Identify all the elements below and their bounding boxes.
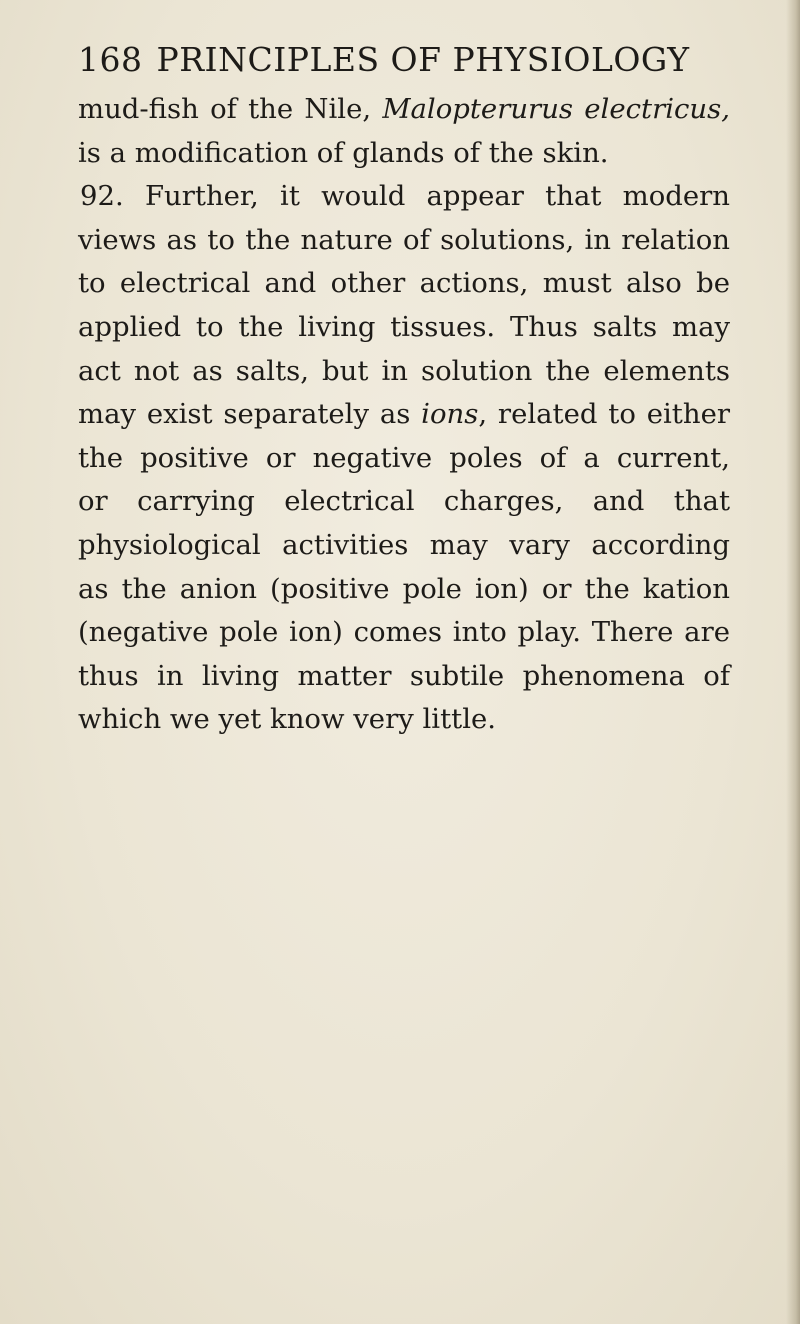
text-line-15: which we yet know very little. [78,703,497,736]
text-line-2: is a modification of glands of the skin. [78,136,609,169]
text-line-8-c: , related to either [478,398,730,431]
text-line-6: applied to the living tissues. Thus salts may [78,310,730,343]
ions-term: ions [421,398,479,431]
text-line-4: views as to the nature of solutions, in relation [78,223,730,256]
page-edge-shadow [786,0,800,1324]
running-title: PRINCIPLES OF PHYSIOLOGY [156,40,690,79]
text-line-14: thus in living matter subtile phenomena of [78,659,730,692]
text-line-10: or carrying electrical charges, and that [78,485,730,518]
page-number: 168 [78,40,143,79]
text-line-8-a: may exist separately as [78,398,422,431]
species-name: Malopterurus electricus, [382,93,730,125]
running-header [78,40,718,88]
text-line-1 [78,88,730,132]
text-line-1-roman: mud-fish of the Nile, [78,93,383,125]
text-line-11: physiological activities may vary according [78,528,730,561]
text-line-7: act not as salts, but in solution the elements [78,354,730,387]
text-line-9: the positive or negative poles of a current, [78,441,730,474]
text-line-5: to electrical and other actions, must also be [78,267,730,300]
text-line-13: (negative pole ion) comes into play. There are [78,616,730,649]
body-text [78,88,730,742]
paragraph-92-start: 92. Further, it would appear that modern [80,180,730,213]
text-line-8 [78,393,730,437]
text-line-12: as the anion (positive pole ion) or the kation [78,572,730,605]
